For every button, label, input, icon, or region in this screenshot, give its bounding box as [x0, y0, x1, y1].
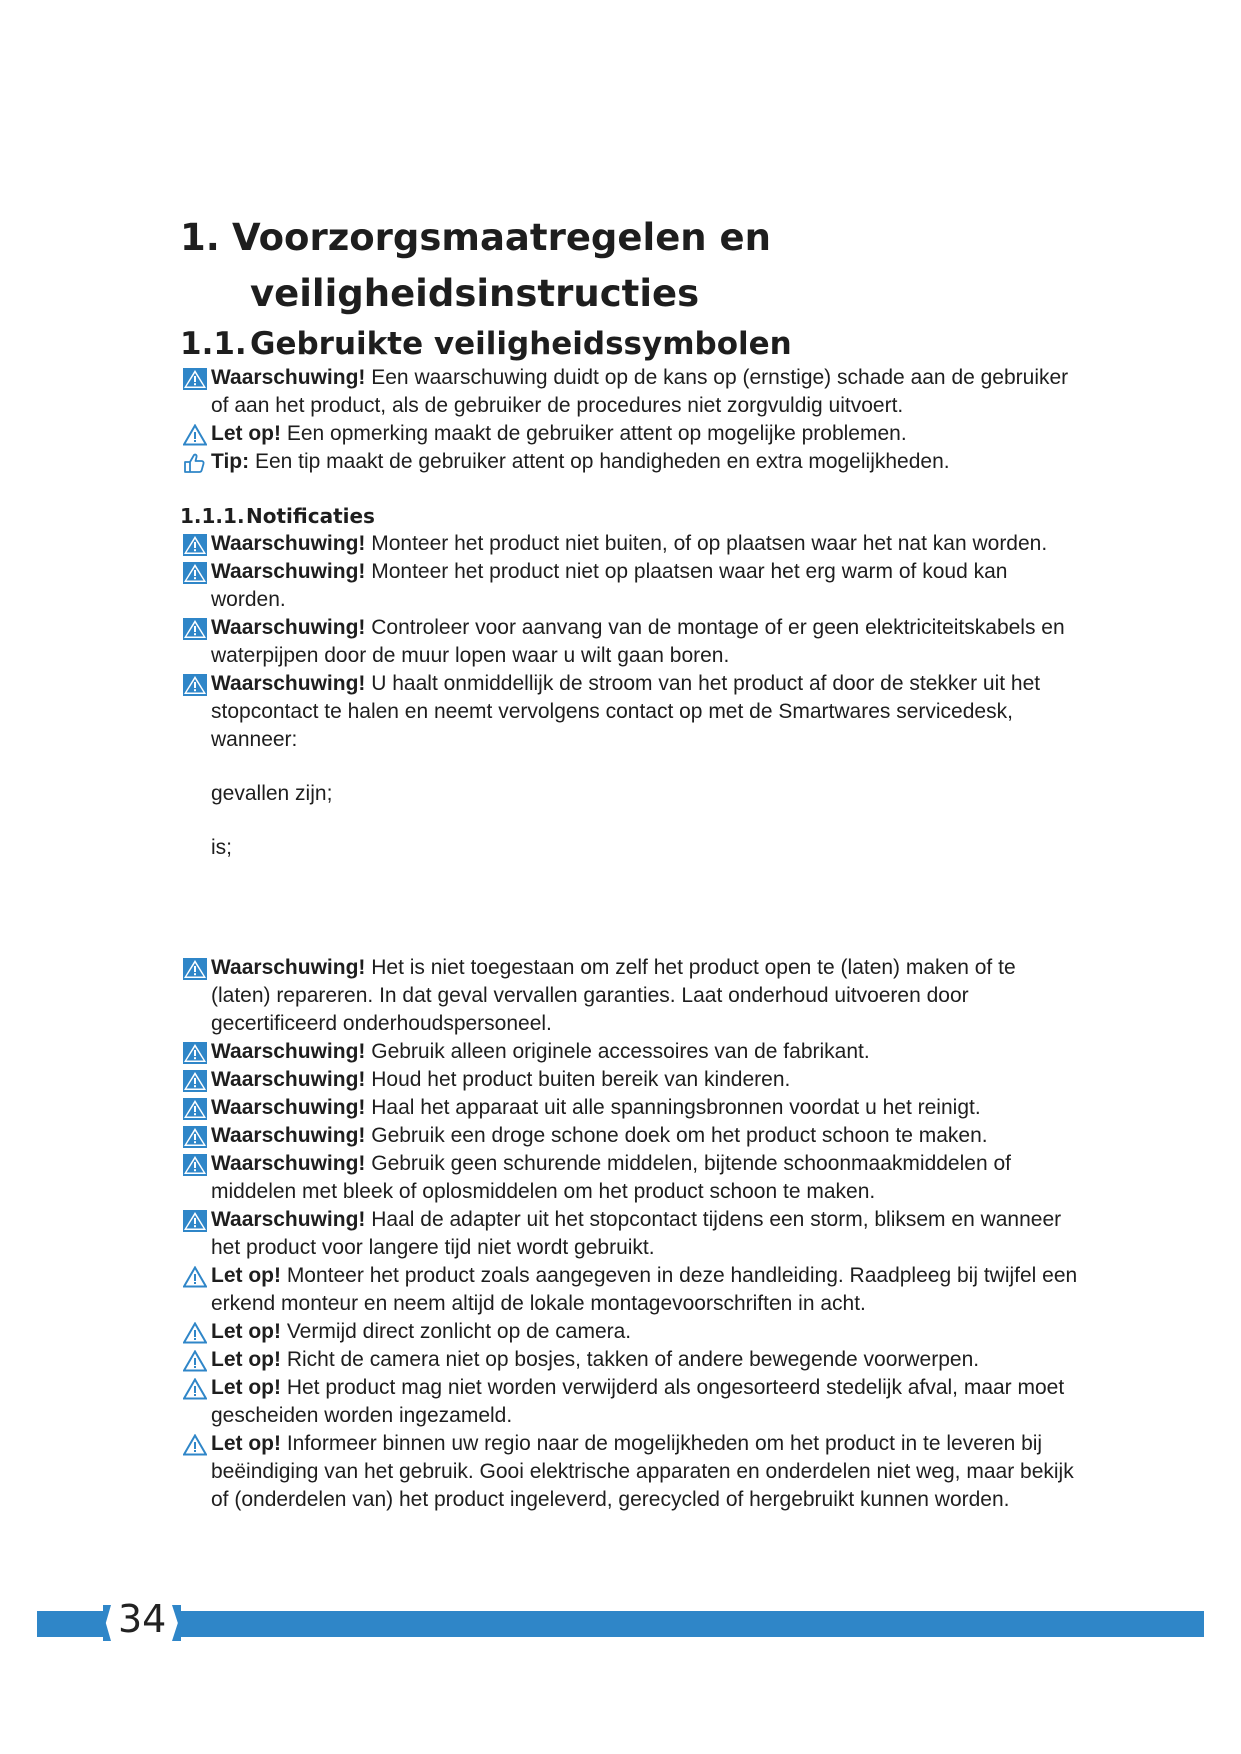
subsection-heading	[180, 502, 1080, 530]
notice-label: Waarschuwing!	[211, 1208, 366, 1231]
sub-line: gevallen zijn;	[211, 782, 333, 805]
warning-icon	[183, 958, 207, 980]
chapter-title-line1: Voorzorgsmaatregelen en	[232, 216, 771, 259]
warning-icon	[183, 368, 207, 390]
notice-label: Let op!	[211, 1432, 281, 1455]
warning-icon	[183, 674, 207, 696]
footer-bracket-left	[103, 1605, 111, 1641]
notice-item	[180, 614, 1080, 670]
notice-item	[180, 1262, 1080, 1318]
content-area	[180, 210, 1080, 1514]
notice-text: Houd het product buiten bereik van kinderen.	[365, 1068, 791, 1091]
notice-label: Waarschuwing!	[211, 1152, 366, 1175]
notice-label: Waarschuwing!	[211, 672, 366, 695]
caution-icon	[183, 424, 207, 446]
notice-label: Waarschuwing!	[211, 532, 366, 555]
chapter-heading	[180, 210, 1080, 322]
caution-icon	[183, 1350, 207, 1372]
notice-item	[180, 558, 1080, 614]
notice-text: Gebruik een droge schone doek om het product schoon te maken.	[365, 1124, 988, 1147]
notice-item	[180, 1346, 1080, 1374]
notice-label: Waarschuwing!	[211, 1096, 366, 1119]
notice-text: Een waarschuwing duidt op de kans op (ernstige) schade aan de gebruiker of aan het product, als de gebruiker de procedures niet zorgvuldig uitvoert.	[211, 366, 1069, 417]
notice-item	[180, 530, 1080, 558]
notice-text: Haal het apparaat uit alle spanningsbronnen voordat u het reinigt.	[365, 1096, 981, 1119]
notice-item	[180, 1430, 1080, 1514]
notice-item	[180, 1374, 1080, 1430]
notice-label: Waarschuwing!	[211, 616, 366, 639]
notice-label: Waarschuwing!	[211, 1068, 366, 1091]
warning-icon	[183, 1070, 207, 1092]
notice-text: Gebruik alleen originele accessoires van de fabrikant.	[365, 1040, 870, 1063]
notice-text: Het product mag niet worden verwijderd als ongesorteerd stedelijk afval, maar moet gescheiden worden ingezameld.	[211, 1376, 1065, 1427]
warning-icon	[183, 618, 207, 640]
notice-label: Let op!	[211, 1376, 281, 1399]
symbols-list	[180, 364, 1080, 476]
thumbs-up-icon	[183, 452, 207, 474]
page-number: 34	[118, 1597, 167, 1641]
notice-item	[180, 1066, 1080, 1094]
caution-icon	[183, 1434, 207, 1456]
warning-icon	[183, 562, 207, 584]
notice-item	[180, 448, 1080, 476]
notifications-list	[180, 954, 1080, 1514]
notice-label: Let op!	[211, 1264, 281, 1287]
chapter-number: 1.	[180, 216, 220, 259]
notifications-list	[180, 530, 1080, 754]
notice-item	[180, 420, 1080, 448]
subsection-number: 1.1.1.	[180, 504, 245, 528]
notice-label: Let op!	[211, 1320, 281, 1343]
notice-label: Waarschuwing!	[211, 1124, 366, 1147]
notice-item	[180, 1122, 1080, 1150]
notice-item	[180, 1150, 1080, 1206]
section-title: Gebruikte veiligheidssymbolen	[250, 326, 792, 362]
page-footer	[0, 1597, 1241, 1641]
notice-text: Gebruik geen schurende middelen, bijtende schoonmaakmiddelen of middelen met bleek of oplosmiddelen om het product schoon te maken.	[211, 1152, 1011, 1203]
notice-label: Waarschuwing!	[211, 366, 366, 389]
notice-item	[180, 670, 1080, 754]
notice-label: Let op!	[211, 422, 281, 445]
footer-bar-left	[37, 1611, 105, 1637]
notice-text: Informeer binnen uw regio naar de mogelijkheden om het product in te leveren bij beëindiging van het gebruik. Gooi elektrische apparaten en onderdelen niet weg, maar bekijk of (onderdelen van) het product ingeleverd, gerecycled of hergebruikt kunnen worden.	[211, 1432, 1074, 1511]
notice-label: Let op!	[211, 1348, 281, 1371]
notice-text: Monteer het product niet buiten, of op plaatsen waar het nat kan worden.	[365, 532, 1048, 555]
notice-text: Monteer het product niet op plaatsen waar het erg warm of koud kan worden.	[211, 560, 1008, 611]
notice-text: Vermijd direct zonlicht op de camera.	[280, 1320, 632, 1343]
notice-text: Het is niet toegestaan om zelf het product open te (laten) maken of te (laten) repareren. In dat geval vervallen garanties. Laat onderhoud uitvoeren door gecertificeerd onderhoudspersoneel.	[211, 956, 1016, 1035]
notice-item	[180, 1094, 1080, 1122]
chapter-title-line2: veiligheidsinstructies	[250, 272, 700, 315]
notice-text: Een tip maakt de gebruiker attent op handigheden en extra mogelijkheden.	[249, 450, 950, 473]
notice-label: Waarschuwing!	[211, 1040, 366, 1063]
warning-icon	[183, 534, 207, 556]
warning-icon	[183, 1098, 207, 1120]
warning-icon	[183, 1210, 207, 1232]
warning-icon	[183, 1154, 207, 1176]
warning-icon	[183, 1126, 207, 1148]
section-number: 1.1.	[180, 326, 247, 362]
notice-item	[180, 1318, 1080, 1346]
subsection-title: Notificaties	[246, 504, 375, 528]
footer-bar-right	[181, 1611, 1204, 1637]
notice-item	[180, 1038, 1080, 1066]
notice-item	[180, 1206, 1080, 1262]
warning-icon	[183, 1042, 207, 1064]
notice-item	[180, 954, 1080, 1038]
notice-text: Haal de adapter uit het stopcontact tijdens een storm, bliksem en wanneer het product voor langere tijd niet wordt gebruikt.	[211, 1208, 1062, 1259]
notice-text: Een opmerking maakt de gebruiker attent op mogelijke problemen.	[280, 422, 907, 445]
notice-text: Richt de camera niet op bosjes, takken of andere bewegende voorwerpen.	[280, 1348, 980, 1371]
sub-line: is;	[211, 836, 232, 859]
footer-bracket-right	[172, 1605, 181, 1641]
notice-label: Tip:	[211, 450, 250, 473]
notice-label: Waarschuwing!	[211, 560, 366, 583]
notice-text: U haalt onmiddellijk de stroom van het product af door de stekker uit het stopcontact te halen en neemt vervolgens contact op met de Smartwares servicedesk, wanneer:	[211, 672, 1041, 751]
caution-icon	[183, 1322, 207, 1344]
notice-text: Monteer het product zoals aangegeven in deze handleiding. Raadpleeg bij twijfel een erkend monteur en neem altijd de lokale montagevoorschriften in acht.	[211, 1264, 1078, 1315]
notice-text: Controleer voor aanvang van de montage of er geen elektriciteitskabels en waterpijpen door de muur lopen waar u wilt gaan boren.	[211, 616, 1065, 667]
caution-icon	[183, 1266, 207, 1288]
notice-label: Waarschuwing!	[211, 956, 366, 979]
section-heading	[180, 324, 1080, 364]
notice-item	[180, 364, 1080, 420]
caution-icon	[183, 1378, 207, 1400]
